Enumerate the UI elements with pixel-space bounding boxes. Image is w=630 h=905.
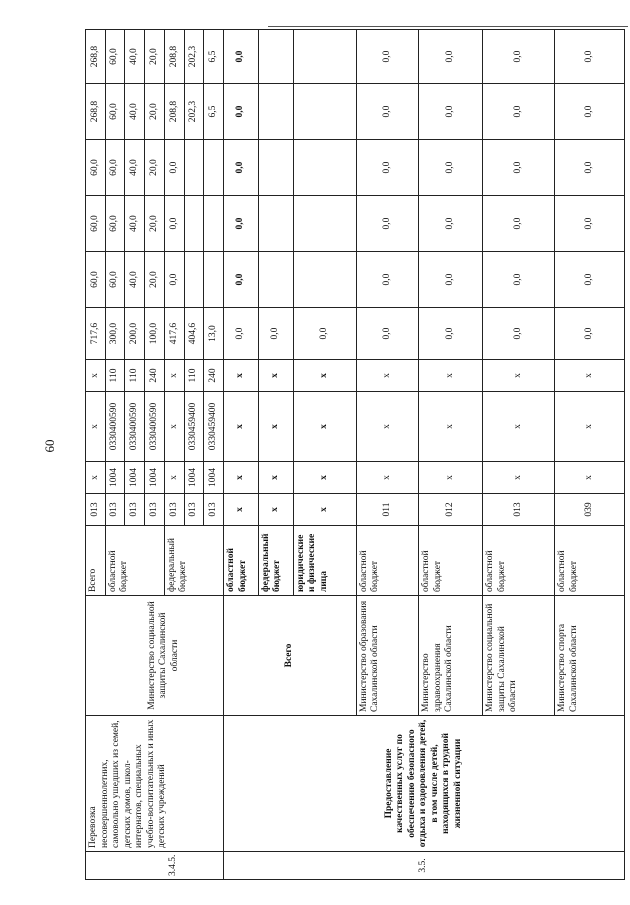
- table-row: 3.5. Предоставление качественных услуг по обеспечению безопасного отдыха и оздоровления детей, в том числе детей, находящихся в трудной жизненной ситуации Всего областной бюджет х х х х 0,0 0,0 0,0 0,0 0,0 0,0: [224, 30, 259, 880]
- row-number-3-5: 3.5.: [224, 852, 625, 880]
- table-row: 3.4.5. 013 1004 0330400590 110 200,0 40,0 40,0 40,0 40,0 40,0: [125, 30, 145, 880]
- table-row: Министерство социальной защиты Сахалинской области областной бюджет 013 х х х 0,0 0,0 0,0 0,0 0,0 0,0: [483, 30, 555, 880]
- budget-table: [85, 29, 625, 880]
- row-number-3-4-5: 3.4.5.: [125, 852, 224, 880]
- table-row: федеральный бюджет 013 х х х 417,6 0,0 0,0 0,0 208,8 208,8: [164, 30, 184, 880]
- table-row: 013 1004 0330459400 110 404,6 202,3 202,3: [184, 30, 204, 880]
- table-row: Перевозка несовершеннолетних, самовольно ушедших из семей, детских домов, школ-интернатов, специальных учебно-воспитательных и иных детских учреждений Всего 013 х х х 717,6 60,0 60,0 60,0 268,8 268,8: [86, 30, 106, 880]
- table-row: 013 1004 0330459400 240 13,0 6,5 6,5: [204, 30, 224, 880]
- measure-name: Перевозка несовершеннолетних, самовольно ушедших из семей, детских домов, школ-интернатов, специальных учебно-воспитательных и иных детских учреждений: [86, 716, 224, 852]
- executor: Министерство образования Сахалинской области: [356, 596, 419, 716]
- table-row: юридические и физические лица х х х х 0,0: [293, 30, 356, 880]
- executor: Министерство спорта Сахалинской области: [555, 596, 625, 716]
- table-row: Министерство здравоохранения Сахалинской области областной бюджет 012 х х х 0,0 0,0 0,0 0,0 0,0 0,0: [419, 30, 483, 880]
- total-label: Всего: [224, 596, 356, 716]
- table-row: федеральный бюджет х х х х 0,0: [258, 30, 293, 880]
- measure-name: Предоставление качественных услуг по обеспечению безопасного отдыха и оздоровления детей, в том числе детей, находящихся в трудной жизненной ситуации: [224, 716, 625, 852]
- executor: Министерство социальной защиты Сахалинской области: [483, 596, 555, 716]
- executor: Министерство социальной защиты Сахалинской области: [105, 596, 223, 716]
- table-row: Министерство социальной защиты Сахалинской области областной бюджет 013 1004 0330400590 110 300,0 60,0 60,0 60,0 60,0 60,0: [105, 30, 125, 880]
- top-rule: [268, 26, 628, 27]
- executor: Министерство здравоохранения Сахалинской области: [419, 596, 483, 716]
- row-number: [86, 852, 106, 880]
- table-row: Министерство образования Сахалинской области областной бюджет 011 х х х 0,0 0,0 0,0 0,0 0,0 0,0: [356, 30, 419, 880]
- rotated-budget-table: [85, 30, 625, 880]
- page-number: 60: [42, 439, 57, 453]
- table-row: Министерство спорта Сахалинской области областной бюджет 039 х х х 0,0 0,0 0,0 0,0 0,0 0,0: [555, 30, 625, 880]
- table-row: 013 1004 0330400590 240 100,0 20,0 20,0 20,0 20,0 20,0: [145, 30, 165, 880]
